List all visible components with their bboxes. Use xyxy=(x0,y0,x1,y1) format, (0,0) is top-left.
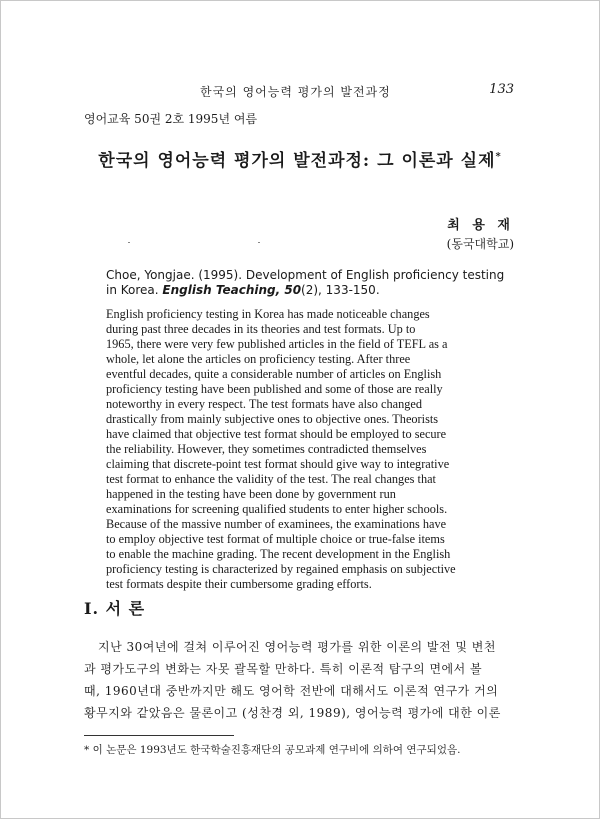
body-paragraph xyxy=(84,636,518,724)
abstract-line: proficiency testing have been published and some of those are really xyxy=(106,382,443,396)
body-line: 과 평가도구의 변화는 자못 괄목할 만하다. 특히 이론적 탐구의 면에서 볼 xyxy=(84,662,483,676)
citation-journal: English Teaching, 50 xyxy=(162,283,302,297)
abstract-line: whole, let alone the articles on proficiency testing. After three xyxy=(106,352,411,366)
title-text: 한국의 영어능력 평가의 발전과정: 그 이론과 실제 xyxy=(98,151,496,171)
citation-line-2 xyxy=(106,283,506,298)
citation-line-1: Choe, Yongjae. (1995). Development of English proficiency testing xyxy=(106,268,505,282)
abstract-line: the reliability. However, they sometimes contradicted themselves xyxy=(106,442,427,456)
abstract-line: noteworthy in every respect. The test formats have also changed xyxy=(106,397,422,411)
author-affiliation: (동국대학교) xyxy=(446,237,514,251)
body-line: 황무지와 같았음은 물론이고 (성찬경 외, 1989), 영어능력 평가에 대한 이론 xyxy=(84,706,501,720)
abstract-line: happened in the testing have been done by government run xyxy=(106,487,396,501)
page-number: 133 xyxy=(489,82,514,97)
abstract-line: Because of the massive number of examinees, the examinations have xyxy=(106,517,447,531)
abstract-line: 1965, there were very few published articles in the field of TEFL as a xyxy=(106,337,448,351)
scan-speck xyxy=(258,242,260,243)
citation-issue-pages: (2), 133-150. xyxy=(301,283,380,297)
abstract-line: claiming that discrete-point test format should give way to integrative xyxy=(106,457,450,471)
body-line: 지난 30여년에 걸쳐 이루어진 영어능력 평가를 위한 이론의 발전 및 변천 xyxy=(98,640,496,654)
running-head: 한국의 영어능력 평가의 발전과정 xyxy=(200,85,391,99)
abstract-line: have claimed that objective test format should be employed to secure xyxy=(106,427,447,441)
abstract xyxy=(106,307,506,592)
abstract-line: to employ objective test format of multiple choice or true-false items xyxy=(106,532,445,546)
abstract-line: proficiency testing is characterized by regained emphasis on subjective xyxy=(106,562,456,576)
abstract-line: examinations for screening qualified students to enter higher schools. xyxy=(106,502,448,516)
scan-speck xyxy=(128,242,130,243)
abstract-line: during past three decades in its theories and test formats. Up to xyxy=(106,322,416,336)
section-heading: I. 서 론 xyxy=(84,599,146,618)
paper-title xyxy=(0,146,600,171)
abstract-line: eventful decades, quite a considerable number of articles on English xyxy=(106,367,442,381)
abstract-line: English proficiency testing in Korea has made noticeable changes xyxy=(106,307,430,321)
abstract-line: test format to enhance the validity of the test. The real changes that xyxy=(106,472,436,486)
footnote-divider xyxy=(84,735,234,736)
citation-prefix: in Korea. xyxy=(106,283,163,297)
abstract-line: test formats despite their cumbersome grading efforts. xyxy=(106,577,372,591)
footnote: * 이 논문은 1993년도 한국학술진흥재단의 공모과제 연구비에 의하여 연구되었음. xyxy=(84,744,461,756)
author-name: 최 용 재 xyxy=(447,218,514,233)
journal-line: 영어교육 50권 2호 1995년 여름 xyxy=(84,112,258,126)
title-footnote-mark: * xyxy=(495,151,502,163)
abstract-line: to enable the machine grading. The recent development in the English xyxy=(106,547,451,561)
citation xyxy=(106,268,506,298)
abstract-line: drastically from mainly subjective ones to objective ones. Theorists xyxy=(106,412,439,426)
body-line: 때, 1960년대 중반까지만 해도 영어학 전반에 대해서도 이론적 연구가 거의 xyxy=(84,684,499,698)
